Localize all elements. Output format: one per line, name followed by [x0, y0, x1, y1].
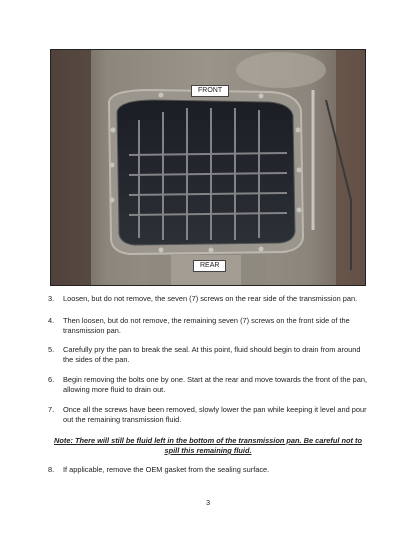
step-text: Then loosen, but do not remove, the remaining seven (7) screws on the front side of the transmission pan.	[63, 316, 350, 335]
step-number: 7.	[48, 405, 55, 414]
step-number: 4.	[48, 316, 55, 325]
step-text: Once all the screws have been removed, slowly lower the pan while keeping it level and pour out the remaining transmission fluid.	[63, 405, 367, 424]
step-text: Loosen, but do not remove, the seven (7) screws on the rear side of the transmission pan.	[63, 294, 358, 303]
step-text: Carefully pry the pan to break the seal. At this point, fluid should begin to drain from around the sides of the pan.	[63, 345, 361, 364]
step-text: Begin removing the bolts one by one. Start at the rear and move towards the front of the pan, allowing more fluid to drain out.	[63, 375, 368, 394]
transmission-pan-photo	[50, 49, 366, 286]
rear-label: REAR	[193, 260, 226, 272]
warning-note: Note: There will still be fluid left in the bottom of the transmission pan. Be careful not to spill this remaining fluid.	[54, 436, 362, 455]
page-number: 3	[205, 498, 211, 507]
step-text: If applicable, remove the OEM gasket from the sealing surface.	[63, 465, 270, 474]
step-number: 8.	[48, 465, 55, 474]
step-number: 5.	[48, 345, 55, 354]
front-label: FRONT	[191, 85, 229, 97]
step-number: 3.	[48, 294, 55, 303]
step-number: 6.	[48, 375, 55, 384]
